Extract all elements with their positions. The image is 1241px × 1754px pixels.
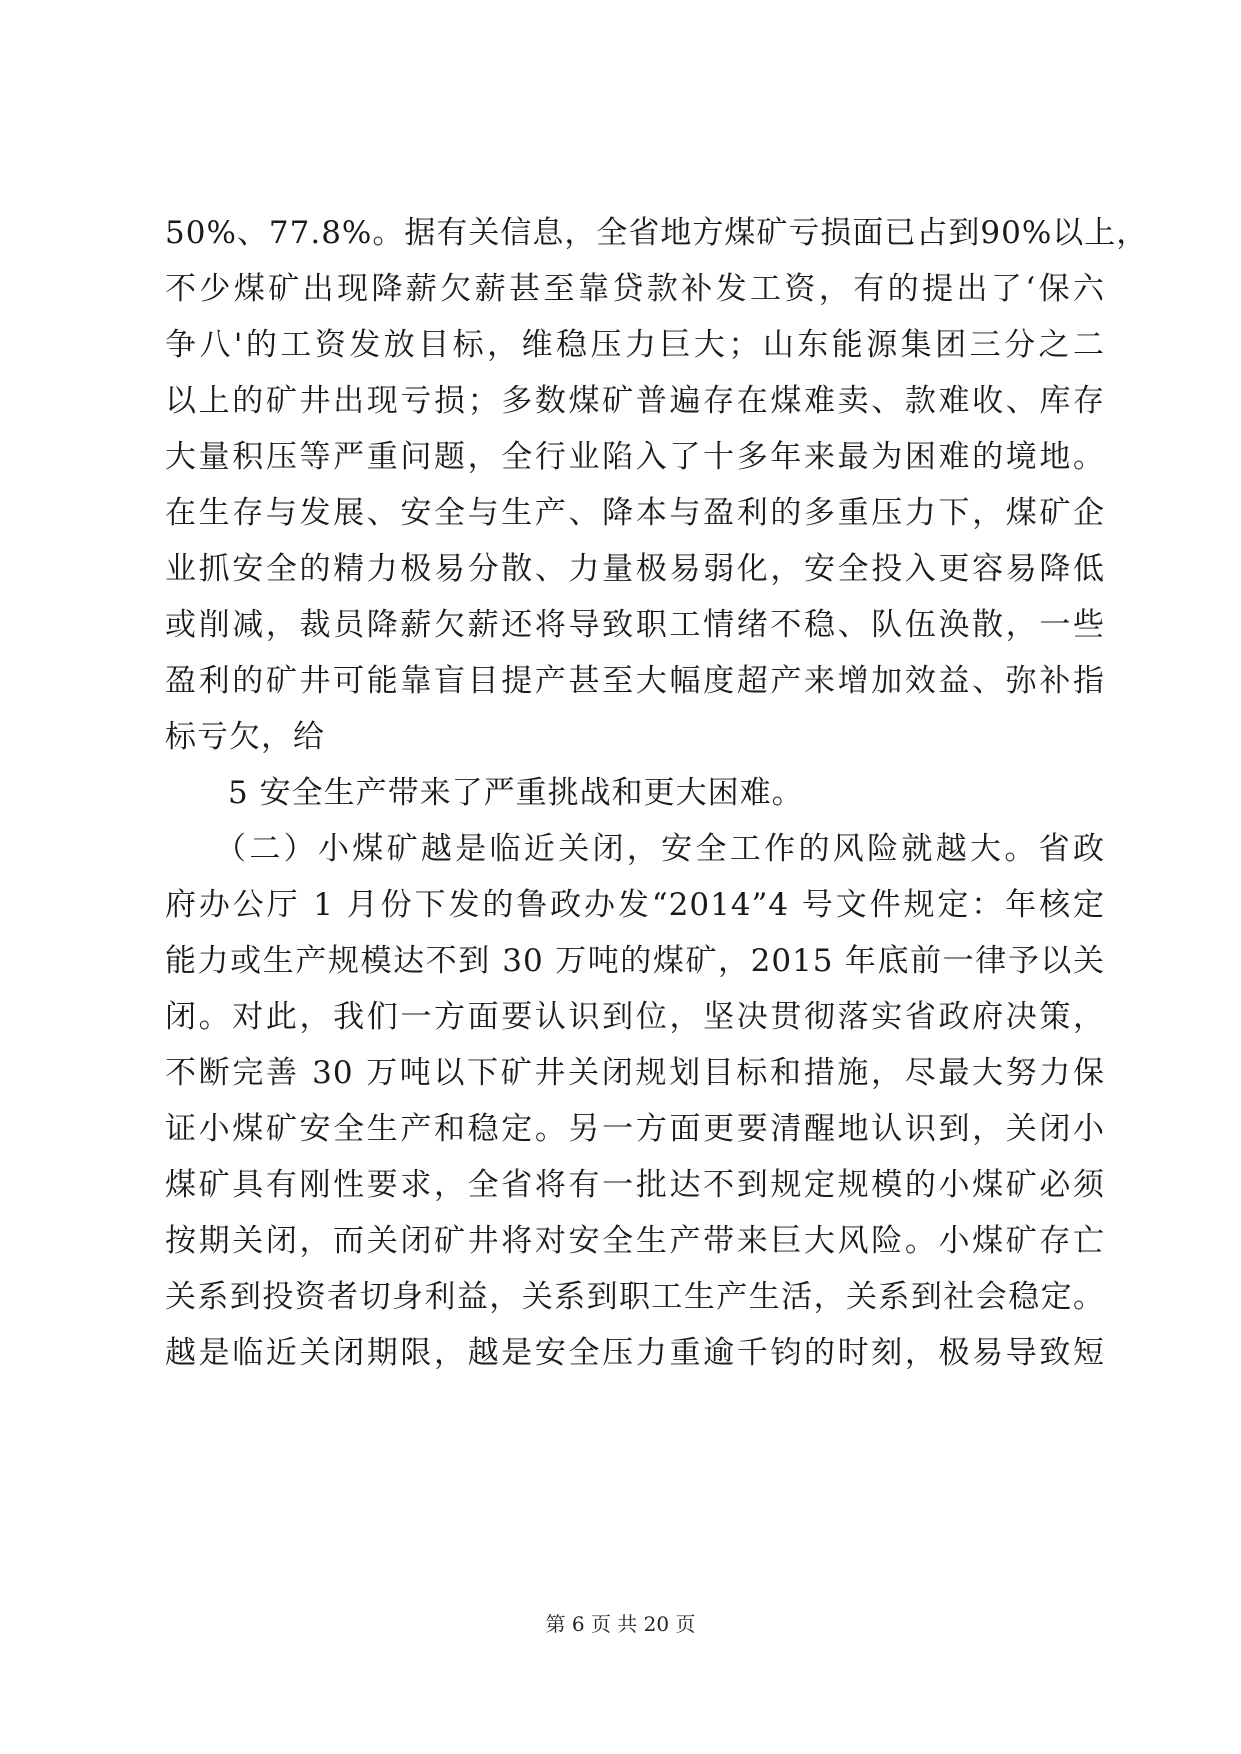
body-text-line: 5 安全生产带来了严重挑战和更大困难。 xyxy=(228,775,804,811)
body-text-line: 盈利的矿井可能靠盲目提产甚至大幅度超产来增加效益、弥补指 xyxy=(165,663,1105,699)
body-text-line: 以上的矿井出现亏损；多数煤矿普遍存在煤难卖、款难收、库存 xyxy=(165,383,1105,419)
body-text-line: 越是临近关闭期限，越是安全压力重逾千钧的时刻，极易导致短 xyxy=(165,1335,1105,1371)
body-text-line: 不少煤矿出现降薪欠薪甚至靠贷款补发工资，有的提出了‘保六 xyxy=(165,271,1105,307)
body-text-line: 关系到投资者切身利益，关系到职工生产生活，关系到社会稳定。 xyxy=(165,1279,1105,1315)
body-text-line: 或削减，裁员降薪欠薪还将导致职工情绪不稳、队伍涣散，一些 xyxy=(165,607,1105,643)
body-text-line: 大量积压等严重问题，全行业陷入了十多年来最为困难的境地。 xyxy=(165,439,1105,475)
page-number-footer: 第 6 页 共 20 页 xyxy=(545,1612,696,1636)
body-text-line: 按期关闭，而关闭矿井将对安全生产带来巨大风险。小煤矿存亡 xyxy=(165,1223,1105,1259)
body-text-line: 业抓安全的精力极易分散、力量极易弱化，安全投入更容易降低 xyxy=(165,551,1105,587)
body-text-line: 能力或生产规模达不到 30 万吨的煤矿，2015 年底前一律予以关 xyxy=(165,943,1105,979)
body-text-line: 争八'的工资发放目标，维稳压力巨大；山东能源集团三分之二 xyxy=(165,327,1105,363)
body-text-line: 闭。对此，我们一方面要认识到位，坚决贯彻落实省政府决策， xyxy=(165,999,1105,1035)
body-text-line: 不断完善 30 万吨以下矿井关闭规划目标和措施，尽最大努力保 xyxy=(165,1055,1105,1091)
section-heading-line: （二）小煤矿越是临近关闭，安全工作的风险就越大。省政 xyxy=(215,831,1105,867)
body-text-line: 府办公厅 1 月份下发的鲁政办发“2014”4 号文件规定：年核定 xyxy=(165,887,1105,923)
body-text-line: 煤矿具有刚性要求，全省将有一批达不到规定规模的小煤矿必须 xyxy=(165,1167,1105,1203)
body-text-line: 证小煤矿安全生产和稳定。另一方面更要清醒地认识到，关闭小 xyxy=(165,1111,1105,1147)
body-text-line: 在生存与发展、安全与生产、降本与盈利的多重压力下，煤矿企 xyxy=(165,495,1105,531)
body-text-line: 50%、77.8%。据有关信息，全省地方煤矿亏损面已占到90%以上， xyxy=(165,215,1149,251)
body-text-line: 标亏欠，给 xyxy=(165,719,325,755)
